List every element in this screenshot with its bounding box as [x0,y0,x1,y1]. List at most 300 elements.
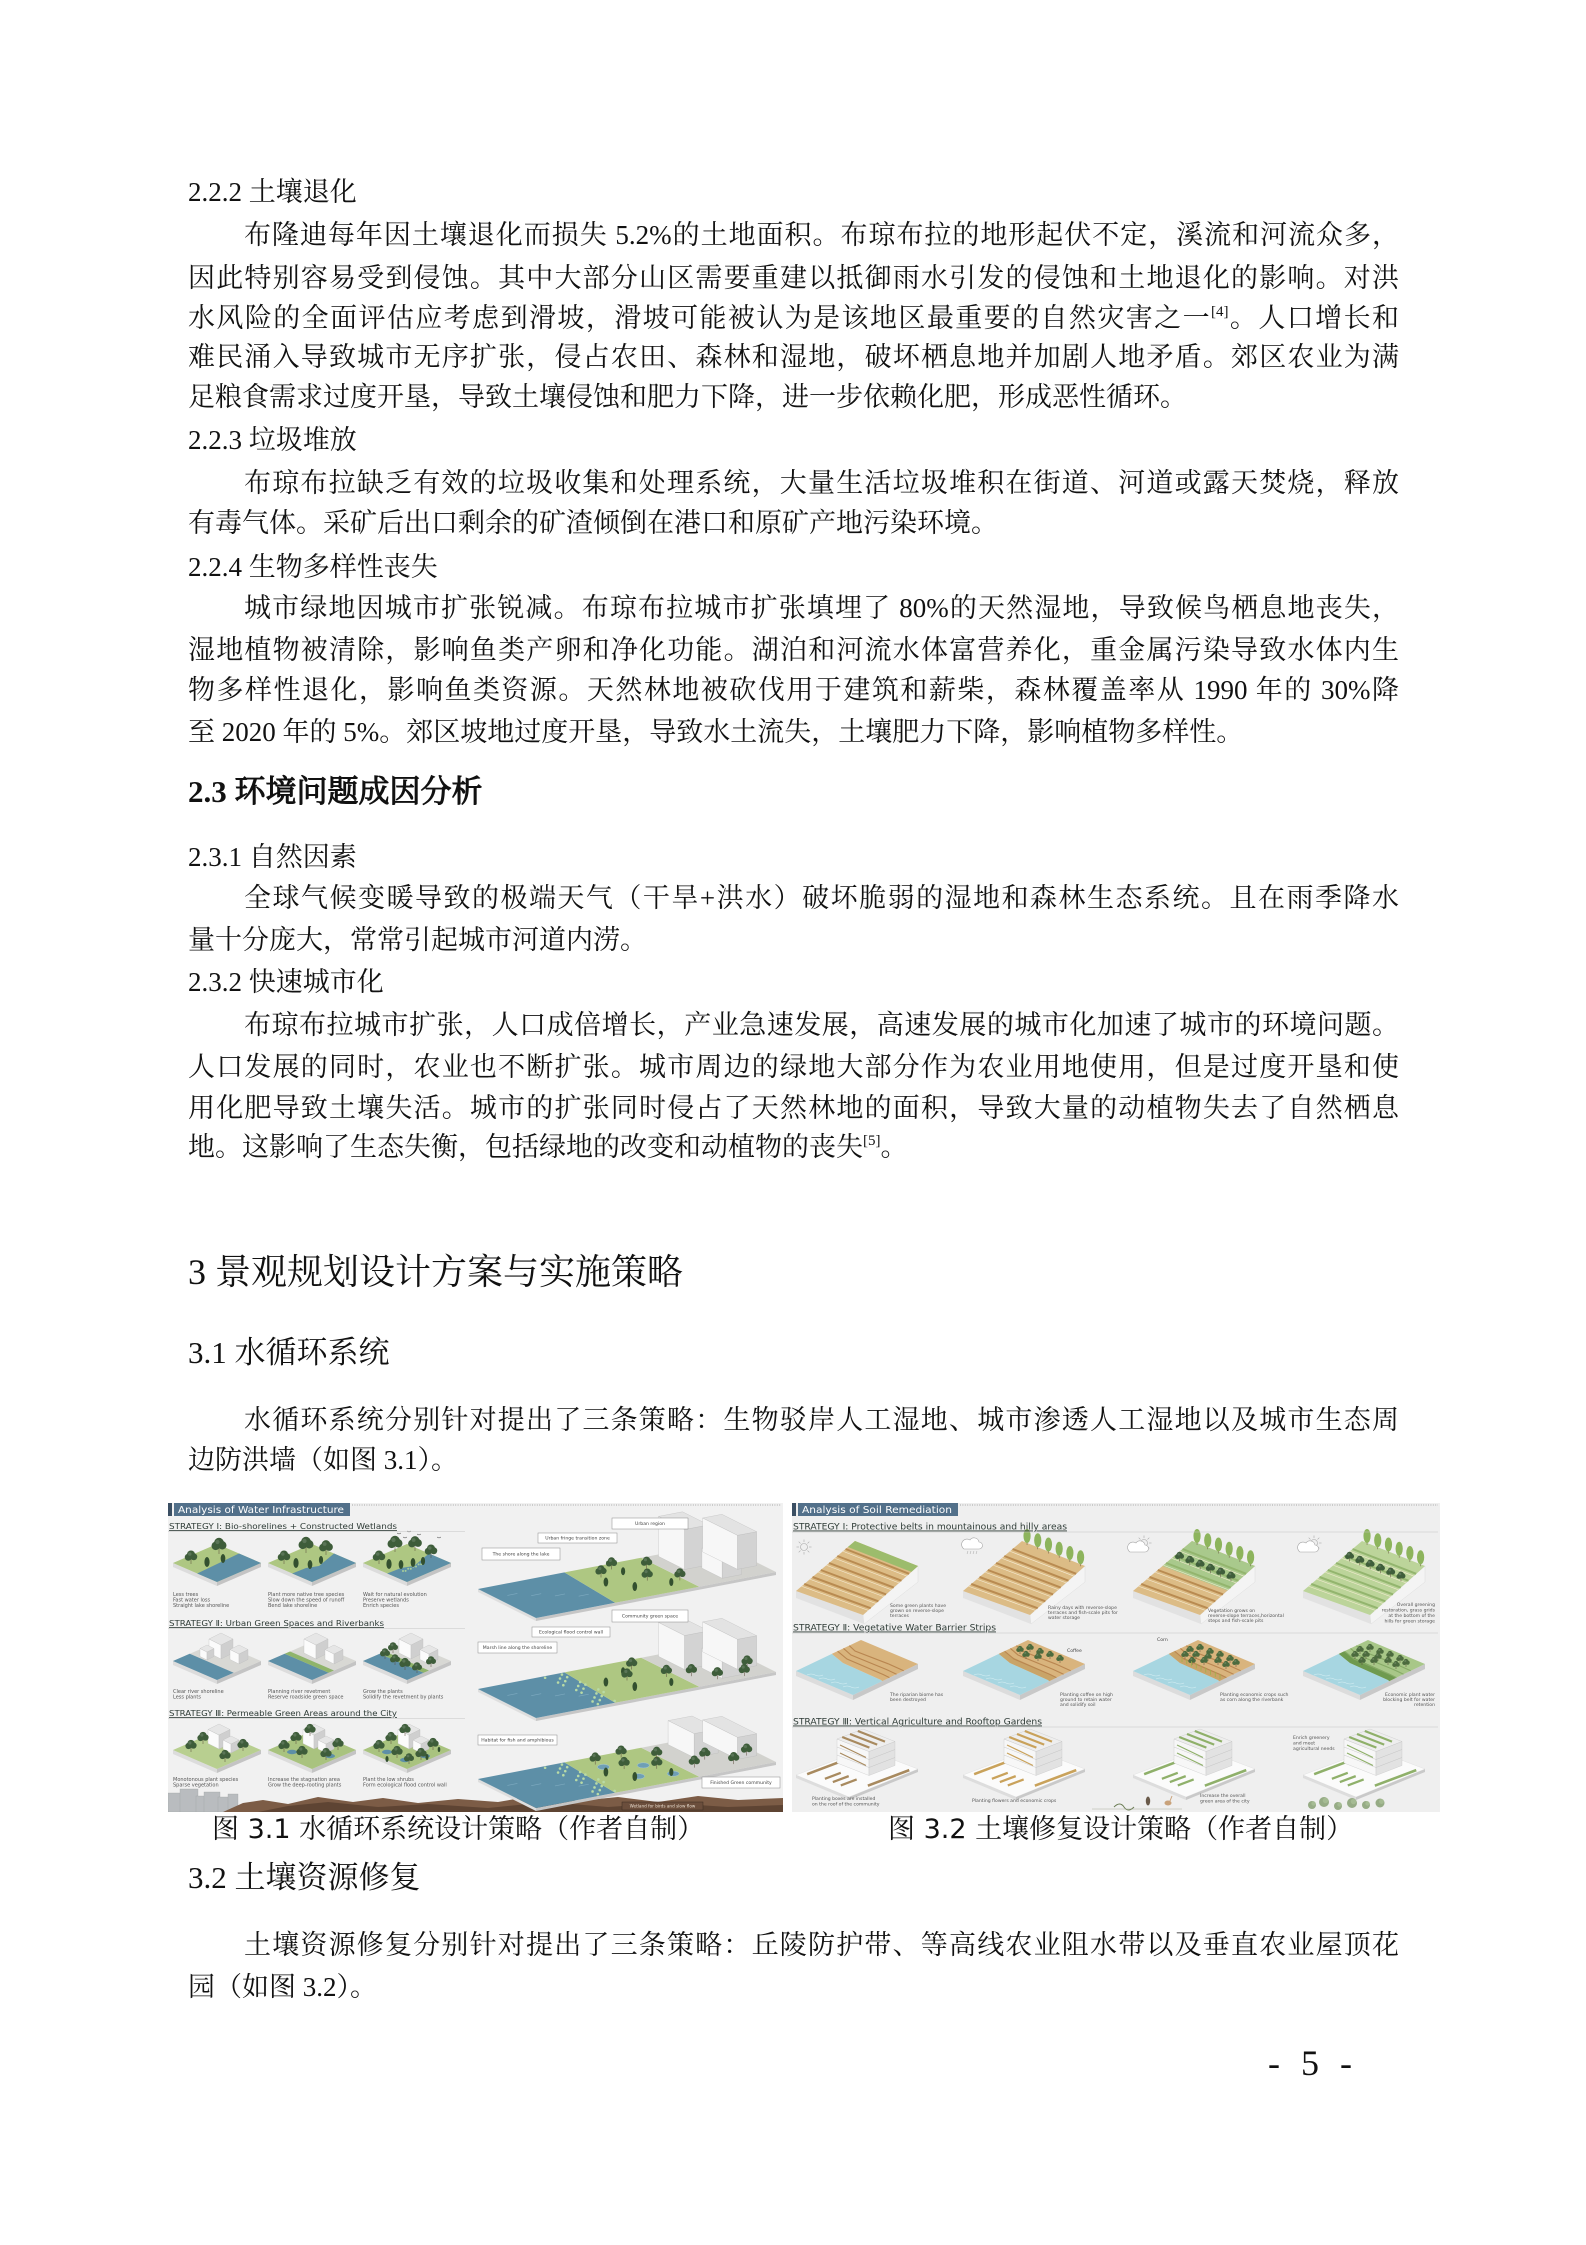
tree-highlight [1372,1658,1374,1660]
tall-tree-icon [1385,1538,1392,1552]
caption-line: Preserve wetlands [363,1597,409,1604]
water-infrastructure-figure [168,1503,783,1812]
caption-line: reverse-slope terraces,horizontal [1208,1614,1284,1619]
subsection-heading-2-2-2: 2.2.2 土壤退化 [188,177,357,207]
caption-line: Wait for natural evolution [363,1592,427,1598]
body-text-line: 布隆迪每年因土壤退化而损失 5.2%的土地面积。布琼布拉的地形起伏不定，溪流和河流众多， [244,220,1399,250]
tree-highlight [1398,1656,1400,1658]
conifer-tree-icon [604,1678,609,1687]
marsh-plant [579,1771,582,1774]
body-text-line: 湿地植物被清除，影响鱼类产卵和净化功能。湖泊和河流水体富营养化，重金属污染导致水体内生 [188,635,1399,665]
caption-line: terraces and fish-scale pits for [1048,1611,1118,1616]
caption-line: and meet [1293,1741,1316,1747]
marsh-plant [597,1793,600,1796]
marsh-plant [598,1699,601,1702]
marsh-plant [564,1680,567,1683]
tree-highlight [1208,1565,1211,1568]
diagram-label [482,1548,560,1560]
caption-line: Straight lake shoreline [173,1603,230,1609]
tree-highlight [1198,1645,1200,1647]
tree-highlight [1404,1660,1406,1662]
marsh-plant [597,1703,600,1706]
tree-highlight [1386,1658,1388,1660]
marsh-plant [613,1790,616,1793]
tree-highlight [188,1741,191,1744]
subsection-heading-2-2-4: 2.2.4 生物多样性丧失 [188,552,438,582]
body-text-line: 水循环系统分别针对提出了三条策略：生物驳岸人工湿地、城市渗透人工湿地以及城市生态周 [244,1405,1399,1435]
label-text: Urban region [635,1522,665,1528]
conifer-tree-icon [293,1558,298,1568]
tree-highlight [430,1739,433,1742]
tree-highlight [1388,1652,1390,1654]
tree-highlight [1202,1658,1204,1660]
tree-highlight [1353,1652,1355,1654]
marsh-plant [597,1688,600,1691]
conifer-tree-icon [632,1772,637,1781]
step-caption [268,1777,342,1789]
conifer-tree-icon [386,1559,391,1569]
caption-line: Planting economic crops such [1220,1693,1289,1698]
tree-highlight [281,1741,284,1744]
body-text-line: 至 2020 年的 5%。郊区坡地过度开垦，导致水土流失，土壤肥力下降，影响植物多样性。 [188,717,1244,747]
marsh-plant [580,1781,583,1784]
tree-highlight [376,1741,379,1744]
tree-highlight [598,1567,601,1570]
marsh-plant [577,1775,580,1778]
conifer-tree-icon [632,1682,637,1691]
caption-line: Planning river revetment [268,1689,331,1695]
conifer-tree-icon [421,1557,425,1565]
tree-highlight [1364,1652,1366,1654]
tree-highlight [240,1740,243,1743]
tree-highlight [307,1725,310,1728]
shrub-highlight [1323,1798,1329,1804]
body-text-line: 有毒气体。采矿后出口剩余的矿渣倾倒在港口和原矿产地污染环境。 [188,508,998,538]
strategy-heading: STRATEGY Ⅱ: Urban Green Spaces and Riverbanks [169,1619,384,1628]
tree-highlight [281,1552,285,1556]
caption-line: Enrich greenery [1293,1736,1330,1741]
caption-line: Overall greening [1396,1603,1435,1608]
tree-highlight [1024,1652,1026,1654]
figure-caption-3-1: 图 3.1 水循环系统设计策略（作者自制） [212,1814,705,1845]
diagram-label [478,1642,557,1653]
diagram-label [702,1777,780,1788]
conifer-tree-icon [319,1556,323,1564]
body-text-line: 土壤资源修复分别针对提出了三条策略：丘陵防护带、等高线农业阻水带以及垂直农业屋顶花 [244,1930,1399,1960]
tree-highlight [1177,1553,1180,1556]
label-text: The shore along the lake [492,1552,550,1558]
tree-highlight [188,1552,192,1556]
chapter-heading-3: 3 景观规划设计方案与实施策略 [188,1252,684,1292]
tree-highlight [621,1758,624,1761]
marsh-plant [566,1766,569,1769]
section-heading-3-2: 3.2 土壤资源修复 [188,1860,421,1895]
body-text-line: 量十分庞大，常常引起城市河道内涝。 [188,925,647,955]
caption-line: Plant the low shrubs [363,1777,414,1783]
tree-highlight [645,1570,648,1573]
tall-tree-icon [1406,1546,1413,1560]
tree-highlight [388,1733,391,1736]
diagram-label [478,1735,557,1745]
conifer-tree-icon [632,1582,637,1591]
marsh-plant [584,1683,587,1686]
body-text-line [188,1126,1399,1168]
line-text: 地。这影响了生态失衡，包括绿地的改变和动植物的丧失 [188,1132,863,1162]
skyline-building [180,1789,198,1812]
tree-highlight [609,1559,612,1562]
marsh-plant [559,1677,562,1680]
diagram-label [612,1518,688,1529]
marsh-plant [577,1685,580,1688]
tree-highlight [1058,1656,1060,1658]
marsh-plant [595,1782,598,1785]
wetland-plant [415,1566,417,1568]
conifer-tree-icon [669,1578,673,1586]
figure-caption-3-2: 图 3.2 土壤修复设计策略（作者自制） [888,1814,1354,1845]
tall-tree-icon [1363,1529,1370,1543]
marsh-plant [597,1778,600,1781]
marsh-plant [544,1676,547,1679]
strategy-heading: STRATEGY Ⅱ: Vegetative Water Barrier Strips [793,1622,996,1633]
caption-line: Increase the stagnation area [268,1777,340,1783]
tree-highlight [744,1657,747,1660]
tall-tree-icon [1066,1546,1073,1560]
body-text-line: 物多样性退化，影响鱼类资源。天然林地被砍伐用于建筑和薪柴，森林覆盖率从 1990 年的 30%降 [188,675,1399,705]
wetland-plant [407,1568,409,1570]
caption-line: Less trees [173,1592,199,1598]
marsh-plant [582,1777,585,1780]
tree-highlight [664,1666,667,1669]
rain-garden-pool [382,1750,392,1754]
citation-ref: [4] [1211,304,1229,320]
tree-highlight [394,1747,397,1750]
label-text: Wetland for birds and slow flow [629,1803,696,1809]
body-text-line: 足粮食需求过度开垦，导致土壤侵蚀和肥力下降，进一步依赖化肥，形成恶性循环。 [188,382,1187,412]
label-text: Community green space [621,1614,679,1620]
tree-highlight [677,1570,680,1573]
step-caption [1220,1692,1288,1703]
tree-highlight [1378,1649,1380,1651]
marsh-plant [561,1763,564,1766]
marsh-plant [562,1684,565,1687]
strategy-heading: STRATEGY Ⅲ: Permeable Green Areas around the City [169,1709,398,1718]
section-heading-3-1: 3.1 水循环系统 [188,1335,390,1370]
tree-highlight [1347,1553,1350,1556]
tree-highlight [1188,1557,1191,1560]
section-heading-2-3: 2.3 环境问题成因分析 [188,774,483,809]
tree-highlight [1378,1565,1381,1568]
page-number: - 5 - [1268,2043,1352,2083]
marsh-plant [595,1692,598,1695]
tree-highlight [618,1747,621,1750]
shrub-highlight [1311,1801,1315,1805]
caption-line: restoration, grass grids [1381,1608,1435,1614]
caption-line: Slow down the speed of runoff [268,1597,345,1604]
conifer-tree-icon [669,1768,673,1776]
tree-highlight [1219,1569,1222,1572]
rain-garden-pool [287,1750,297,1754]
marsh-plant [562,1774,565,1777]
body-text-line: 难民涌入导致城市无序扩张，侵占农田、森林和湿地，破坏栖息地并加剧人地矛盾。郊区农业为满 [188,342,1399,372]
tree-highlight [1048,1652,1050,1654]
tree-highlight [215,1540,219,1544]
citation-ref: [5] [863,1133,881,1149]
tree-highlight [692,1757,695,1760]
subsection-heading-2-3-2: 2.3.2 快速城市化 [188,967,384,997]
marsh-plant [557,1681,560,1684]
marsh-plant [544,1766,547,1769]
subsection-heading-2-2-3: 2.2.3 垃圾堆放 [188,425,357,455]
marsh-plant [600,1785,603,1788]
conifer-tree-icon [604,1768,609,1777]
marsh-plant [579,1681,582,1684]
body-text-line: 人口发展的同时，农业也不断扩张。城市周边的绿地大部分作为农业用地使用，但是过度开垦和使 [188,1052,1399,1082]
marsh-plant [593,1786,596,1789]
marsh-plant [575,1779,578,1782]
tree-highlight [412,1538,416,1542]
tree-highlight [731,1754,734,1757]
caption-line: Increase the overall [1200,1794,1246,1799]
label-text: Finished Green community [710,1781,772,1787]
marsh-plant [575,1689,578,1692]
tree-highlight [1228,1656,1230,1658]
header-accent-bar [792,1503,796,1516]
line-text: 。 [880,1132,908,1162]
caption-line: green area of the city [1200,1799,1250,1805]
marsh-plant [557,1771,560,1774]
tree-highlight [1198,1561,1201,1564]
tree-highlight [1389,1569,1392,1572]
tree-highlight [1206,1654,1208,1656]
caption-line: hills for green storage [1384,1619,1435,1625]
caption-line: The riparian biome has [890,1693,944,1698]
marsh-plant [598,1789,601,1792]
marsh-plant [600,1695,603,1698]
caption-line: grown on reverse-slope [890,1609,944,1614]
strategy-heading: STRATEGY Ⅲ: Vertical Agriculture and Rooftop Gardens [793,1716,1042,1727]
caption-line: Monotonous plant species [173,1777,239,1783]
tree-highlight [1394,1662,1396,1664]
caption-line: Some green plants have [890,1604,947,1609]
plant-label-corn: Corn [1157,1638,1168,1643]
tree-highlight [1224,1662,1226,1664]
body-text-line [188,297,1399,339]
tree-highlight [624,1670,627,1673]
tree-highlight [383,1650,386,1653]
wetland-plant [405,1570,407,1572]
marsh-plant [593,1696,596,1699]
tree-highlight [323,1542,327,1546]
diagram-label [612,1610,688,1622]
tree-highlight [1368,1561,1371,1564]
tall-tree-icon [1396,1542,1403,1556]
tree-highlight [323,1749,326,1752]
tree-highlight [1208,1649,1210,1651]
tree-highlight [1188,1647,1190,1649]
conifer-tree-icon [438,1747,441,1752]
caption-line: at the bottom of the [1388,1614,1435,1619]
tree-highlight [644,1558,647,1561]
diagram-label [532,1627,610,1637]
tall-tree-icon [1193,1529,1200,1543]
tree-highlight [1216,1658,1218,1660]
tall-tree-icon [1034,1533,1041,1547]
tall-tree-icon [1077,1550,1084,1564]
tree-highlight [629,1659,632,1662]
marsh-plant [559,1767,562,1770]
caption-line: Less plants [173,1694,201,1701]
label-text: Habitat for fish and amphibious [481,1738,554,1744]
tree-highlight [1368,1645,1370,1647]
tree-highlight [1376,1654,1378,1656]
label-text: Marsh line along the shoreline [482,1646,553,1652]
figure-title: Analysis of Water Infrastructure [178,1505,344,1517]
caption-line: steps and fish-scale pits [1208,1619,1264,1624]
wetland-plant [410,1568,412,1570]
shrub-highlight [1365,1801,1369,1805]
marsh-plant [580,1691,583,1694]
caption-line: Sparse vegetation [173,1782,219,1789]
tree-highlight [293,1733,296,1736]
body-text-line: 园（如图 3.2）。 [188,1972,377,2002]
tree-highlight [1018,1647,1020,1649]
caption-line: Planting coffee on high [1060,1693,1113,1698]
body-text-line: 布琼布拉缺乏有效的垃圾收集和处理系统，大量生活垃圾堆积在街道、河道或露天焚烧，释放 [244,468,1399,498]
tree-highlight [1194,1652,1196,1654]
tree-highlight [429,1658,432,1661]
tree-highlight [1234,1660,1236,1662]
caption-line: Bend lake shoreline [268,1603,318,1609]
shrub-highlight [1351,1799,1357,1805]
caption-line: Grow the plants [363,1689,403,1695]
diagram-label [538,1533,617,1543]
line-text: 。人口增长和 [1228,303,1400,333]
step-caption [1200,1793,1250,1805]
marsh-plant [566,1676,569,1679]
strategy-heading: STRATEGY Ⅰ: Bio-shorelines + Constructed Wetlands [169,1522,397,1531]
tree-highlight [376,1552,380,1556]
caption-line: and solidify soil [1060,1703,1096,1708]
tall-tree-icon [1226,1542,1233,1556]
conifer-tree-icon [621,1567,625,1575]
conifer-tree-icon [204,1557,209,1567]
caption-line: Rainy days with reverse-slope [1048,1606,1117,1611]
line-text: 水风险的全面评估应考虑到滑坡，滑坡可能被认为是该地区最重要的自然灾害之一 [188,303,1211,333]
tree-highlight [415,1664,418,1667]
tall-tree-icon [1215,1538,1222,1552]
conifer-tree-icon [411,1558,416,1567]
caption-line: water storage [1048,1616,1080,1621]
tree-highlight [418,1749,421,1752]
conifer-tree-icon [385,1756,388,1762]
label-text: Urban fringe transition zone [545,1536,610,1542]
tree-highlight [702,1749,705,1752]
caption-line: Solidify the revetment by plants [363,1694,444,1701]
tree-highlight [402,1659,405,1662]
caption-line: Economic plant water [1385,1693,1435,1698]
tree-highlight [1028,1645,1030,1647]
body-text-line: 边防洪墙（如图 3.1）。 [188,1445,458,1475]
shrub-highlight [1337,1802,1341,1806]
caption-line: Planting flowers and economic crops [972,1799,1057,1804]
tree-highlight [1036,1654,1038,1656]
header-accent-bar [168,1503,172,1516]
marsh-plant [584,1773,587,1776]
caption-line: Vegetation grows on [1208,1609,1256,1614]
tree-highlight [1190,1658,1192,1660]
tree-highlight [1229,1573,1232,1576]
tree-highlight [1360,1658,1362,1660]
caption-line: on the roof of the community [812,1802,880,1808]
tree-highlight [335,1739,338,1742]
conifer-tree-icon [308,1560,313,1569]
soil-remediation-figure [792,1503,1440,1812]
tall-tree-icon [1056,1542,1063,1556]
tree-highlight [402,1725,405,1728]
caption-line: Fast water loss [173,1597,211,1604]
step-caption [812,1796,880,1808]
caption-line: terraces [890,1614,909,1619]
caption-line: as corn along the riverbank [1220,1698,1284,1703]
wetland-pond [637,1763,649,1768]
tree-highlight [393,1656,396,1659]
tree-highlight [200,1733,203,1736]
body-text-line: 城市绿地因城市扩张锐减。布琼布拉城市扩张填埋了 80%的天然湿地，导致候鸟栖息地丧失， [244,593,1399,623]
shrub-highlight [1379,1799,1384,1804]
tree-highlight [1038,1649,1040,1651]
body-text-line: 布琼布拉城市扩张，人口成倍增长，产业急速发展，高速发展的城市化加速了城市的环境问题。 [244,1010,1399,1040]
caption-line: Enrich species [363,1603,399,1609]
marsh-plant [582,1687,585,1690]
animal-icon [1146,1797,1150,1806]
tree-highlight [391,1644,394,1647]
caption-line: retention [1414,1703,1435,1708]
tree-highlight [391,1538,395,1542]
marsh-plant [602,1691,605,1694]
tree-highlight [715,1669,718,1672]
tree-highlight [1399,1573,1402,1576]
plant-label-coffee: Coffee [1067,1649,1082,1654]
tree-highlight [742,1665,745,1668]
tree-highlight [654,1748,657,1751]
deer-icon [1165,1801,1172,1806]
building-face [738,1532,757,1570]
tall-tree-icon [1204,1533,1211,1547]
conifer-tree-icon [425,1754,428,1760]
marsh-plant [591,1700,594,1703]
step-caption [972,1798,1057,1804]
caption-line: Form ecological flood control wall [363,1782,447,1789]
tree-highlight [1218,1652,1220,1654]
tree-highlight [302,1539,306,1543]
marsh-plant [591,1790,594,1793]
marsh-plant [564,1770,567,1773]
caption-line: ground to retain water [1060,1698,1112,1703]
strategy-heading: STRATEGY Ⅰ: Protective belts in mountainous and hilly areas [793,1521,1067,1532]
conifer-tree-icon [399,1560,404,1569]
tree-highlight [744,1745,747,1748]
body-text-line: 全球气候变暖导致的极端天气（干旱+洪水）破坏脆弱的湿地和森林生态系统。且在雨季降水 [244,883,1399,913]
tree-highlight [407,1755,410,1758]
wetland-plant [418,1563,420,1565]
wetland-pond [597,1764,609,1769]
tree-highlight [428,1546,432,1550]
tall-tree-icon [1374,1533,1381,1547]
tree-highlight [299,1747,302,1750]
caption-line: Reserve roadside green space [268,1694,344,1701]
conifer-tree-icon [604,1578,609,1587]
tree-highlight [222,1751,225,1754]
